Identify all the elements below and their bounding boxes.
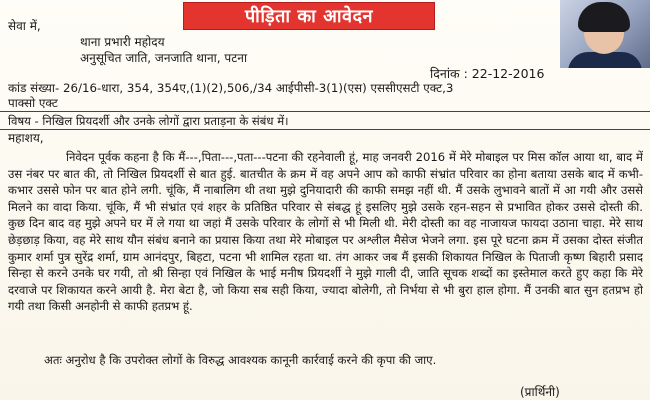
portrait-photo [560, 0, 650, 68]
recipient-office: अनुसूचित जाति, जनजाति थाना, पटना [80, 51, 248, 65]
greeting: महाशय, [8, 131, 44, 145]
photo-hair [578, 2, 630, 32]
subject-top-rule [0, 111, 650, 112]
date-line: दिनांक : 22-12-2016 [430, 66, 545, 81]
recipient-line: थाना प्रभारी महोदय [80, 35, 165, 49]
subject-line: विषय - निखिल प्रियदर्शी और उनके लोगों द्वारा प्रताड़ना के संबंध में। [8, 114, 289, 128]
case-details-line-1: कांड संख्या- 26/16-धारा, 354, 354ए,(1)(2),506,/34 आईपीसी-3(1)(एस) एससीएसटी एक्ट,3 [8, 81, 454, 95]
subject-bottom-rule [0, 129, 650, 130]
salutation: सेवा में, [8, 19, 41, 33]
complaint-body: निवेदन पूर्वक कहना है कि मैं---,पिता---,पता---पटना की रहनेवाली हूं, माह जनवरी 2016 में मेरे मोबाइल पर मिस कॉल आया था, बाद में उस नंबर पर बात की, तो निखिल प्रियदर्शी से बात हुई. बातचीत के क्रम में वह अपने आप को काफी संभ्रांत परिवार का होना बताया उसके बाद में कभी-कभार उससे फोन पर बात होने लगी. चूंकि, मैं नाबालिग थी तथा मुझे दुनियादारी की काफी समझ नहीं थी. मैं उसके लुभावने बातों में आ गयी और उससे मिलने का वादा किया. चूंकि, मैं भी संभ्रांत एवं शहर के प्रतिष्ठित परिवार से संबद्ध हूं इसलिए मुझे उसके रहन-सहन से प्रभावित होकर उससे दोस्ती की. कुछ दिन बाद वह मुझे अपने घर में ले गया था जहां मैं उसके परिवार के लोगों से भी मिली थी. मेरी दोस्ती का वह नाजायज फायदा उठाना चाहा. मेरे साथ छेड़छाड़ किया, वह मेरे साथ यौन संबंध बनाने का प्रयास किया तथा मेरे मोबाइल पर अश्लील मैसेज भेजने लगा. इस पूरे घटना क्रम में उसका दोस्त संजीत कुमार शर्मा पुत्र सुरेंद्र शर्मा, ग्राम आनंदपुर, बिहटा, पटना भी शामिल रहता था. तंग आकर जब मैं इसकी शिकायत निखिल के पिताजी कृष्ण बिहारी प्रसाद सिन्हा से करने उनके घर गयी, तो श्री सिन्हा एवं निखिल के भाई मनीष प्रियदर्शी ने मुझे गाली दी, जाति सूचक शब्दों का इस्तेमाल करते हुए कहा कि मेरे दरवाजे पर शिकायत करने आयी है. मेरा बेटा है, जो किया सब सही किया, ज्यादा बोलेगी, तो निर्भया से भी बुरा हाल होगा. मैं उनकी बात सुन हतप्रभ हो गयी तथा किसी अनहोनी से काफी हतप्रभ हूं. [8, 150, 643, 314]
request-paragraph: अतः अनुरोध है कि उपरोक्त लोगों के विरुद्ध आवश्यक कानूनी कार्रवाई करने की कृपा की जाए. [44, 353, 437, 367]
case-details-line-2: पाक्सो एक्ट [8, 96, 58, 110]
document-heading: पीड़िता का आवेदन [183, 2, 435, 30]
photo-shirt [568, 52, 642, 68]
signature-label: (प्रार्थिनी) [520, 385, 560, 399]
